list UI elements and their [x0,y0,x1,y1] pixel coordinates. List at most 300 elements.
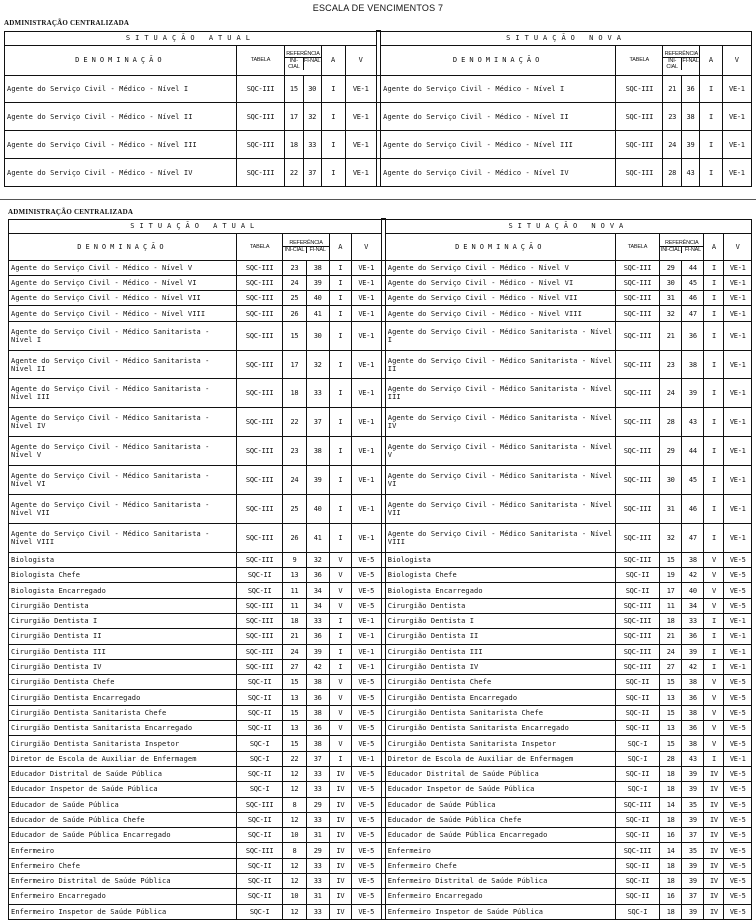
final-nova-cell: 36 [682,321,704,350]
inicial-atual-cell: 13 [283,721,306,736]
a-atual-cell: I [329,437,351,466]
section-label: ADMINISTRAÇÃO CENTRALIZADA [8,208,134,216]
v-atual-cell: VE-1 [345,131,376,159]
inicial-nova-cell: 13 [660,721,682,736]
denominacao-atual-cell: Agente do Serviço Civil - Médico - Nível I [5,75,237,103]
final-nova-cell: 38 [682,552,704,567]
final-atual-cell: 30 [306,321,329,350]
tabela-atual-cell: SQC-III [236,379,282,408]
v-nova-cell: VE-1 [722,159,751,187]
tabela-atual-cell: SQC-II [236,721,282,736]
table-row [9,260,752,275]
v-atual-cell: VE-5 [351,552,381,567]
final-atual-cell: 38 [306,705,329,720]
denominacao-atual-cell: Cirurgião Dentista Encarregado [9,690,237,705]
table-row [9,568,752,583]
v-nova-cell: VE-1 [722,75,751,103]
a-nova-cell: I [704,629,724,644]
denominacao-atual-cell: Enfermeiro [9,843,237,858]
inicial-atual-cell: 12 [283,874,306,889]
inicial-header: INI-CIAL [663,58,681,70]
table-row [9,408,752,437]
denominacao-nova-cell: Agente do Serviço Civil - Médico - Nível I [381,75,616,103]
denominacao-atual-cell: Agente do Serviço Civil - Médico Sanitarista - Nível VI [9,466,237,495]
v-atual-cell: VE-5 [351,874,381,889]
denominacao-header: DENOMINAÇÃO [9,233,237,260]
tabela-nova-cell: SQC-I [615,736,659,751]
a-nova-cell: V [704,568,724,583]
a-nova-cell: I [704,306,724,321]
v-atual-cell: VE-1 [351,659,381,674]
table-row [9,705,752,720]
inicial-atual-cell: 12 [283,904,306,919]
v-nova-cell: VE-1 [722,131,751,159]
tabela-nova-cell: SQC-I [615,751,659,766]
tabela-nova-cell: SQC-III [615,614,659,629]
tabela-atual-cell: SQC-II [236,874,282,889]
denominacao-atual-cell: Agente do Serviço Civil - Médico Sanitarista - Nível II [9,350,237,379]
final-nova-cell: 42 [682,659,704,674]
inicial-nova-cell: 31 [660,291,682,306]
a-nova-cell: I [704,614,724,629]
a-atual-cell: IV [329,843,351,858]
a-atual-cell: I [329,659,351,674]
tabela-atual-cell: SQC-III [236,659,282,674]
tabela-nova-cell: SQC-II [615,889,659,904]
tabela-header: TABELA [616,45,663,75]
tabela-atual-cell: SQC-II [236,889,282,904]
v-atual-cell: VE-5 [351,812,381,827]
inicial-atual-cell: 17 [283,350,306,379]
inicial-atual-cell: 22 [283,751,306,766]
v-atual-cell: VE-1 [351,644,381,659]
inicial-nova-cell: 18 [660,614,682,629]
inicial-nova-cell: 29 [660,437,682,466]
inicial-nova-cell: 27 [660,659,682,674]
denominacao-atual-cell: Cirurgião Dentista Chefe [9,675,237,690]
v-nova-cell: VE-5 [724,721,752,736]
v-atual-cell: VE-1 [351,523,381,552]
page-separator [0,199,756,200]
a-nova-cell: I [704,751,724,766]
a-nova-cell: I [704,321,724,350]
table-row [9,291,752,306]
final-nova-cell: 47 [682,523,704,552]
denominacao-nova-cell: Cirurgião Dentista Sanitarista Encarregado [385,721,615,736]
tabela-atual-cell: SQC-III [236,797,282,812]
v-nova-cell: VE-1 [722,103,751,131]
final-header: FI-NAL [682,57,699,64]
final-nova-cell: 39 [682,644,704,659]
a-atual-cell: IV [329,812,351,827]
inicial-atual-cell: 18 [283,614,306,629]
situacao-atual-header: SITUAÇÃO ATUAL [5,31,377,45]
a-atual-cell: I [329,466,351,495]
a-header: A [321,45,345,75]
tabela-atual-cell: SQC-III [236,321,282,350]
table-row [9,321,752,350]
v-nova-cell: VE-1 [724,260,752,275]
final-atual-cell: 36 [306,690,329,705]
table-row [9,690,752,705]
a-nova-cell: V [704,598,724,613]
v-nova-cell: VE-1 [724,614,752,629]
tabela-nova-cell: SQC-III [615,291,659,306]
table-row [5,103,752,131]
final-atual-cell: 36 [306,568,329,583]
final-nova-cell: 39 [682,874,704,889]
v-atual-cell: VE-5 [351,766,381,781]
denominacao-nova-cell: Agente do Serviço Civil - Médico - Nível IV [381,159,616,187]
a-atual-cell: IV [329,797,351,812]
table-row [9,614,752,629]
denominacao-nova-cell: Agente do Serviço Civil - Médico Sanitarista - Nível V [385,437,615,466]
tabela-atual-cell: SQC-III [236,306,282,321]
tabela-nova-cell: SQC-III [615,350,659,379]
inicial-nova-cell: 21 [660,321,682,350]
final-nova-cell: 37 [682,828,704,843]
tabela-atual-cell: SQC-III [236,495,282,524]
denominacao-nova-cell: Enfermeiro Distrital de Saúde Pública [385,874,615,889]
a-nova-cell: IV [704,889,724,904]
v-atual-cell: VE-1 [351,350,381,379]
final-atual-cell: 39 [306,275,329,290]
tabela-atual-cell: SQC-III [236,614,282,629]
inicial-atual-cell: 10 [283,828,306,843]
denominacao-atual-cell: Agente do Serviço Civil - Médico - Nível III [5,131,237,159]
final-nova-cell: 33 [682,614,704,629]
denominacao-atual-cell: Agente do Serviço Civil - Médico - Nível VIII [9,306,237,321]
final-nova-cell: 38 [682,736,704,751]
tabela-nova-cell: SQC-III [615,629,659,644]
final-nova-cell: 37 [682,889,704,904]
tabela-atual-cell: SQC-I [236,782,282,797]
final-atual-cell: 42 [306,659,329,674]
denominacao-nova-cell: Educador Distrital de Saúde Pública [385,766,615,781]
inicial-atual-cell: 25 [283,291,306,306]
tabela-atual-cell: SQC-III [236,644,282,659]
final-atual-cell: 37 [306,751,329,766]
a-atual-cell: I [329,291,351,306]
inicial-atual-cell: 15 [285,75,303,103]
tabela-nova-cell: SQC-III [616,159,663,187]
a-atual-cell: V [329,598,351,613]
a-atual-cell: I [329,751,351,766]
denominacao-atual-cell: Biologista Chefe [9,568,237,583]
final-atual-cell: 33 [306,858,329,873]
a-nova-cell: I [704,379,724,408]
a-atual-cell: IV [329,874,351,889]
salary-table [8,218,752,920]
inicial-atual-cell: 12 [283,782,306,797]
table-row [5,131,752,159]
denominacao-nova-cell: Agente do Serviço Civil - Médico - Nível VI [385,275,615,290]
tabela-atual-cell: SQC-II [236,690,282,705]
v-header: V [722,45,751,75]
tabela-nova-cell: SQC-II [615,858,659,873]
denominacao-atual-cell: Agente do Serviço Civil - Médico - Nível VII [9,291,237,306]
a-nova-cell: IV [704,843,724,858]
denominacao-nova-cell: Cirurgião Dentista Chefe [385,675,615,690]
v-nova-cell: VE-5 [724,904,752,919]
denominacao-atual-cell: Agente do Serviço Civil - Médico Sanitarista - Nível VII [9,495,237,524]
tabela-atual-cell: SQC-III [236,843,282,858]
final-nova-cell: 39 [682,766,704,781]
a-nova-cell: IV [704,904,724,919]
tabela-nova-cell: SQC-III [615,306,659,321]
v-nova-cell: VE-5 [724,568,752,583]
a-atual-cell: V [329,675,351,690]
final-atual-cell: 39 [306,644,329,659]
tabela-atual-cell: SQC-II [236,858,282,873]
inicial-nova-cell: 13 [660,690,682,705]
final-atual-cell: 33 [306,874,329,889]
inicial-nova-cell: 15 [660,675,682,690]
denominacao-nova-cell: Cirurgião Dentista Sanitarista Inspetor [385,736,615,751]
referencia-header: REFERÊNCIA INI-CIAL FI-NAL [283,233,329,260]
inicial-atual-cell: 27 [283,659,306,674]
a-nova-cell: V [704,552,724,567]
tabela-atual-cell: SQC-I [236,904,282,919]
final-nova-cell: 38 [681,103,699,131]
tabela-nova-cell: SQC-III [615,321,659,350]
denominacao-nova-cell: Agente do Serviço Civil - Médico Sanitarista - Nível VII [385,495,615,524]
a-nova-cell: IV [704,766,724,781]
v-nova-cell: VE-5 [724,889,752,904]
denominacao-atual-cell: Agente do Serviço Civil - Médico Sanitarista - Nível IV [9,408,237,437]
inicial-nova-cell: 18 [660,782,682,797]
denominacao-atual-cell: Enfermeiro Chefe [9,858,237,873]
inicial-nova-cell: 31 [660,495,682,524]
final-atual-cell: 30 [303,75,321,103]
v-atual-cell: VE-5 [351,782,381,797]
inicial-nova-cell: 15 [660,705,682,720]
inicial-header: INI-CIAL [660,247,681,253]
final-nova-cell: 39 [682,379,704,408]
inicial-nova-cell: 16 [660,889,682,904]
inicial-nova-cell: 28 [660,408,682,437]
inicial-atual-cell: 23 [283,260,306,275]
v-nova-cell: VE-1 [724,659,752,674]
v-atual-cell: VE-1 [345,103,376,131]
tabela-atual-cell: SQC-III [236,523,282,552]
a-atual-cell: I [329,260,351,275]
denominacao-nova-cell: Agente do Serviço Civil - Médico Sanitarista - Nível VIII [385,523,615,552]
v-atual-cell: VE-5 [351,598,381,613]
table-row [9,736,752,751]
table-row [9,583,752,598]
final-atual-cell: 32 [303,103,321,131]
v-nova-cell: VE-5 [724,797,752,812]
final-atual-cell: 33 [303,131,321,159]
v-atual-cell: VE-5 [351,858,381,873]
denominacao-atual-cell: Agente do Serviço Civil - Médico Sanitarista - Nível VIII [9,523,237,552]
v-atual-cell: VE-1 [351,437,381,466]
v-nova-cell: VE-5 [724,782,752,797]
a-nova-cell: V [704,736,724,751]
tabela-nova-cell: SQC-III [615,437,659,466]
tabela-atual-cell: SQC-II [236,568,282,583]
final-nova-cell: 39 [682,782,704,797]
a-atual-cell: I [329,629,351,644]
inicial-atual-cell: 12 [283,858,306,873]
table-row [9,437,752,466]
v-atual-cell: VE-5 [351,675,381,690]
denominacao-nova-cell: Biologista [385,552,615,567]
table-row [9,812,752,827]
tabela-nova-cell: SQC-I [615,904,659,919]
inicial-nova-cell: 14 [660,797,682,812]
tabela-nova-cell: SQC-III [615,379,659,408]
final-atual-cell: 38 [306,736,329,751]
a-atual-cell: I [329,321,351,350]
v-header: V [351,233,381,260]
final-nova-cell: 36 [682,721,704,736]
denominacao-nova-cell: Educador Inspetor de Saúde Pública [385,782,615,797]
inicial-nova-cell: 15 [660,552,682,567]
final-atual-cell: 41 [306,306,329,321]
tabela-nova-cell: SQC-III [615,659,659,674]
denominacao-nova-cell: Enfermeiro [385,843,615,858]
inicial-atual-cell: 18 [285,131,303,159]
final-nova-cell: 38 [682,675,704,690]
tabela-atual-cell: SQC-II [236,583,282,598]
final-nova-cell: 39 [681,131,699,159]
denominacao-atual-cell: Cirurgião Dentista Sanitarista Inspetor [9,736,237,751]
denominacao-atual-cell: Agente do Serviço Civil - Médico - Nível IV [5,159,237,187]
tabela-nova-cell: SQC-II [615,812,659,827]
denominacao-nova-cell: Agente do Serviço Civil - Médico - Nível II [381,103,616,131]
denominacao-atual-cell: Educador Inspetor de Saúde Pública [9,782,237,797]
table-row [9,904,752,919]
a-nova-cell: I [700,131,723,159]
inicial-nova-cell: 29 [660,260,682,275]
v-nova-cell: VE-5 [724,812,752,827]
tabela-nova-cell: SQC-II [615,675,659,690]
denominacao-nova-cell: Educador de Saúde Pública Chefe [385,812,615,827]
table-row [9,629,752,644]
final-atual-cell: 33 [306,766,329,781]
denominacao-atual-cell: Biologista [9,552,237,567]
a-nova-cell: IV [704,782,724,797]
denominacao-atual-cell: Cirurgião Dentista IV [9,659,237,674]
v-nova-cell: VE-5 [724,874,752,889]
v-atual-cell: VE-1 [345,159,376,187]
a-atual-cell: IV [329,782,351,797]
a-nova-cell: V [704,675,724,690]
denominacao-atual-cell: Educador de Saúde Pública [9,797,237,812]
denominacao-atual-cell: Agente do Serviço Civil - Médico - Nível V [9,260,237,275]
inicial-nova-cell: 28 [663,159,681,187]
v-nova-cell: VE-5 [724,843,752,858]
inicial-atual-cell: 11 [283,583,306,598]
denominacao-atual-cell: Cirurgião Dentista Sanitarista Encarregado [9,721,237,736]
denominacao-header: DENOMINAÇÃO [385,233,615,260]
table-row [9,275,752,290]
a-nova-cell: I [704,275,724,290]
inicial-nova-cell: 21 [663,75,681,103]
inicial-atual-cell: 9 [283,552,306,567]
denominacao-header: DENOMINAÇÃO [5,45,237,75]
inicial-nova-cell: 18 [660,812,682,827]
referencia-header: REFERÊNCIA INI-CIAL FI-NAL [285,45,322,75]
inicial-atual-cell: 21 [283,629,306,644]
v-nova-cell: VE-5 [724,675,752,690]
inicial-header: INI-CIAL [283,247,306,253]
denominacao-atual-cell: Cirurgião Dentista III [9,644,237,659]
denominacao-nova-cell: Cirurgião Dentista II [385,629,615,644]
v-nova-cell: VE-5 [724,598,752,613]
final-atual-cell: 29 [306,843,329,858]
inicial-nova-cell: 23 [663,103,681,131]
tabela-nova-cell: SQC-III [615,275,659,290]
a-nova-cell: IV [704,874,724,889]
a-nova-cell: V [704,583,724,598]
tabela-nova-cell: SQC-III [615,466,659,495]
denominacao-atual-cell: Biologista Encarregado [9,583,237,598]
tabela-atual-cell: SQC-II [236,812,282,827]
final-nova-cell: 35 [682,797,704,812]
table-row [5,159,752,187]
tabela-atual-cell: SQC-II [236,675,282,690]
inicial-nova-cell: 14 [660,843,682,858]
a-nova-cell: IV [704,797,724,812]
a-atual-cell: I [329,614,351,629]
inicial-nova-cell: 18 [660,858,682,873]
table-row [9,466,752,495]
a-atual-cell: V [329,736,351,751]
tabela-nova-cell: SQC-I [615,782,659,797]
final-atual-cell: 38 [306,675,329,690]
tabela-nova-cell: SQC-III [615,495,659,524]
inicial-nova-cell: 32 [660,523,682,552]
table-row [9,751,752,766]
v-atual-cell: VE-5 [351,736,381,751]
denominacao-atual-cell: Enfermeiro Encarregado [9,889,237,904]
denominacao-nova-cell: Educador de Saúde Pública Encarregado [385,828,615,843]
tabela-nova-cell: SQC-III [616,131,663,159]
tabela-nova-cell: SQC-III [615,523,659,552]
final-atual-cell: 32 [306,350,329,379]
table-row [9,598,752,613]
table-row [9,858,752,873]
v-atual-cell: VE-5 [351,828,381,843]
tabela-header: TABELA [236,45,284,75]
final-nova-cell: 47 [682,306,704,321]
a-atual-cell: IV [329,889,351,904]
table-row [9,659,752,674]
tabela-nova-cell: SQC-II [615,766,659,781]
final-atual-cell: 31 [306,828,329,843]
denominacao-atual-cell: Agente do Serviço Civil - Médico Sanitarista - Nível V [9,437,237,466]
tabela-atual-cell: SQC-III [236,131,284,159]
denominacao-nova-cell: Educador de Saúde Pública [385,797,615,812]
denominacao-nova-cell: Agente do Serviço Civil - Médico Sanitarista - Nível VI [385,466,615,495]
v-atual-cell: VE-5 [351,568,381,583]
final-atual-cell: 31 [306,889,329,904]
a-nova-cell: I [704,408,724,437]
a-atual-cell: IV [329,766,351,781]
denominacao-nova-cell: Agente do Serviço Civil - Médico Sanitarista - Nível III [385,379,615,408]
final-atual-cell: 33 [306,812,329,827]
tabela-atual-cell: SQC-I [236,736,282,751]
inicial-nova-cell: 30 [660,275,682,290]
a-nova-cell: I [704,644,724,659]
a-header: A [704,233,724,260]
final-nova-cell: 43 [682,751,704,766]
final-atual-cell: 40 [306,291,329,306]
v-atual-cell: VE-5 [351,705,381,720]
